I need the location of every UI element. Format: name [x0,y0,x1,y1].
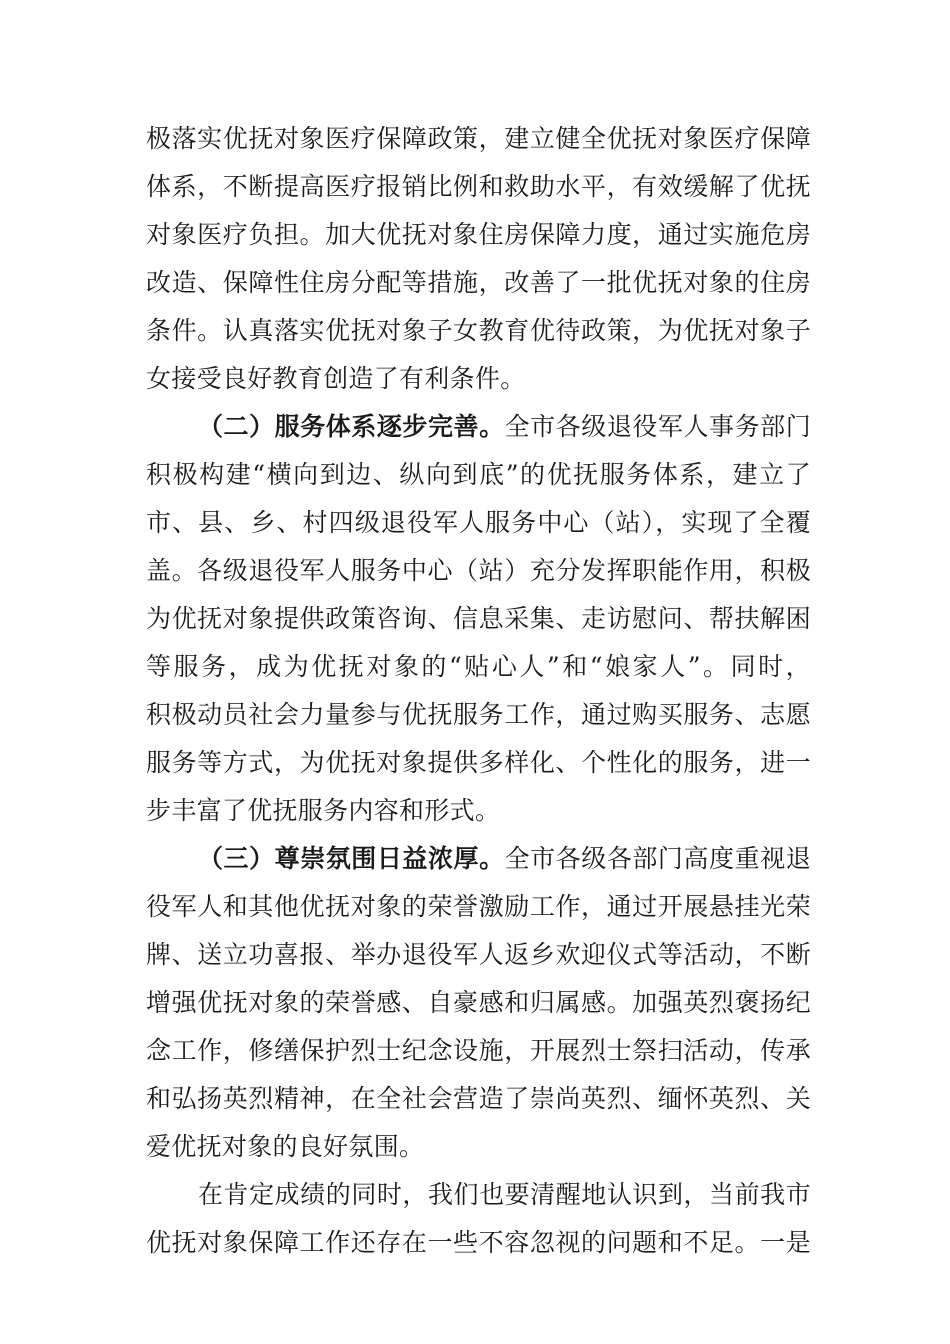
section-heading: （三）尊崇氛围日益浓厚。 [198,844,505,873]
paragraph-honor-atmosphere [146,835,811,1171]
text-line: 优抚对象保障工作还存在一些不容忽视的问题和不足。一是 [146,1228,811,1257]
text-line: 女接受良好教育创造了有利条件。 [146,364,526,393]
section-heading: （二）服务体系逐步完善。 [198,412,505,441]
text-line [146,835,811,883]
text-line: 市、县、乡、村四级退役军人服务中心（站），实现了全覆 [146,508,811,537]
document-body [146,115,811,1267]
text-line: 步丰富了优抚服务内容和形式。 [146,796,501,825]
text-line: 盖。各级退役军人服务中心（站）充分发挥职能作用，积极 [146,556,811,585]
text-line: 改造、保障性住房分配等措施，改善了一批优抚对象的住房 [146,268,811,297]
text-line: 为优抚对象提供政策咨询、信息采集、走访慰问、帮扶解困 [146,604,811,633]
text-line: 爱优抚对象的良好氛围。 [146,1132,425,1161]
text-line: 等服务，成为优抚对象的“贴心人”和“娘家人”。同时， [146,652,811,681]
text-line: 体系，不断提高医疗报销比例和救助水平，有效缓解了优抚 [146,172,811,201]
paragraph-service-system [146,403,811,835]
text-line: 条件。认真落实优抚对象子女教育优待政策，为优抚对象子 [146,316,811,345]
text-line: 牌、送立功喜报、举办退役军人返乡欢迎仪式等活动，不断 [146,940,811,969]
text-line: 服务等方式，为优抚对象提供多样化、个性化的服务，进一 [146,748,811,777]
text-line: 积极动员社会力量参与优抚服务工作，通过购买服务、志愿 [146,700,811,729]
text-run: 全市各级退役军人事务部门 [504,412,811,441]
text-line: 积极构建“横向到边、纵向到底”的优抚服务体系，建立了 [146,460,811,489]
text-line: 在肯定成绩的同时，我们也要清醒地认识到，当前我市 [198,1180,811,1209]
text-line: 和弘扬英烈精神，在全社会营造了崇尚英烈、缅怀英烈、关 [146,1084,811,1113]
text-line: 增强优抚对象的荣誉感、自豪感和归属感。加强英烈褒扬纪 [146,988,811,1017]
paragraph-medical-housing [146,115,811,403]
text-line: 对象医疗负担。加大优抚对象住房保障力度，通过实施危房 [146,220,811,249]
text-line [146,403,811,451]
text-line: 念工作，修缮保护烈士纪念设施，开展烈士祭扫活动，传承 [146,1036,811,1065]
text-line: 极落实优抚对象医疗保障政策，建立健全优抚对象医疗保障 [146,124,811,153]
text-line: 役军人和其他优抚对象的荣誉激励工作，通过开展悬挂光荣 [146,892,811,921]
paragraph-problems [146,1171,811,1267]
text-run: 全市各级各部门高度重视退 [504,844,811,873]
